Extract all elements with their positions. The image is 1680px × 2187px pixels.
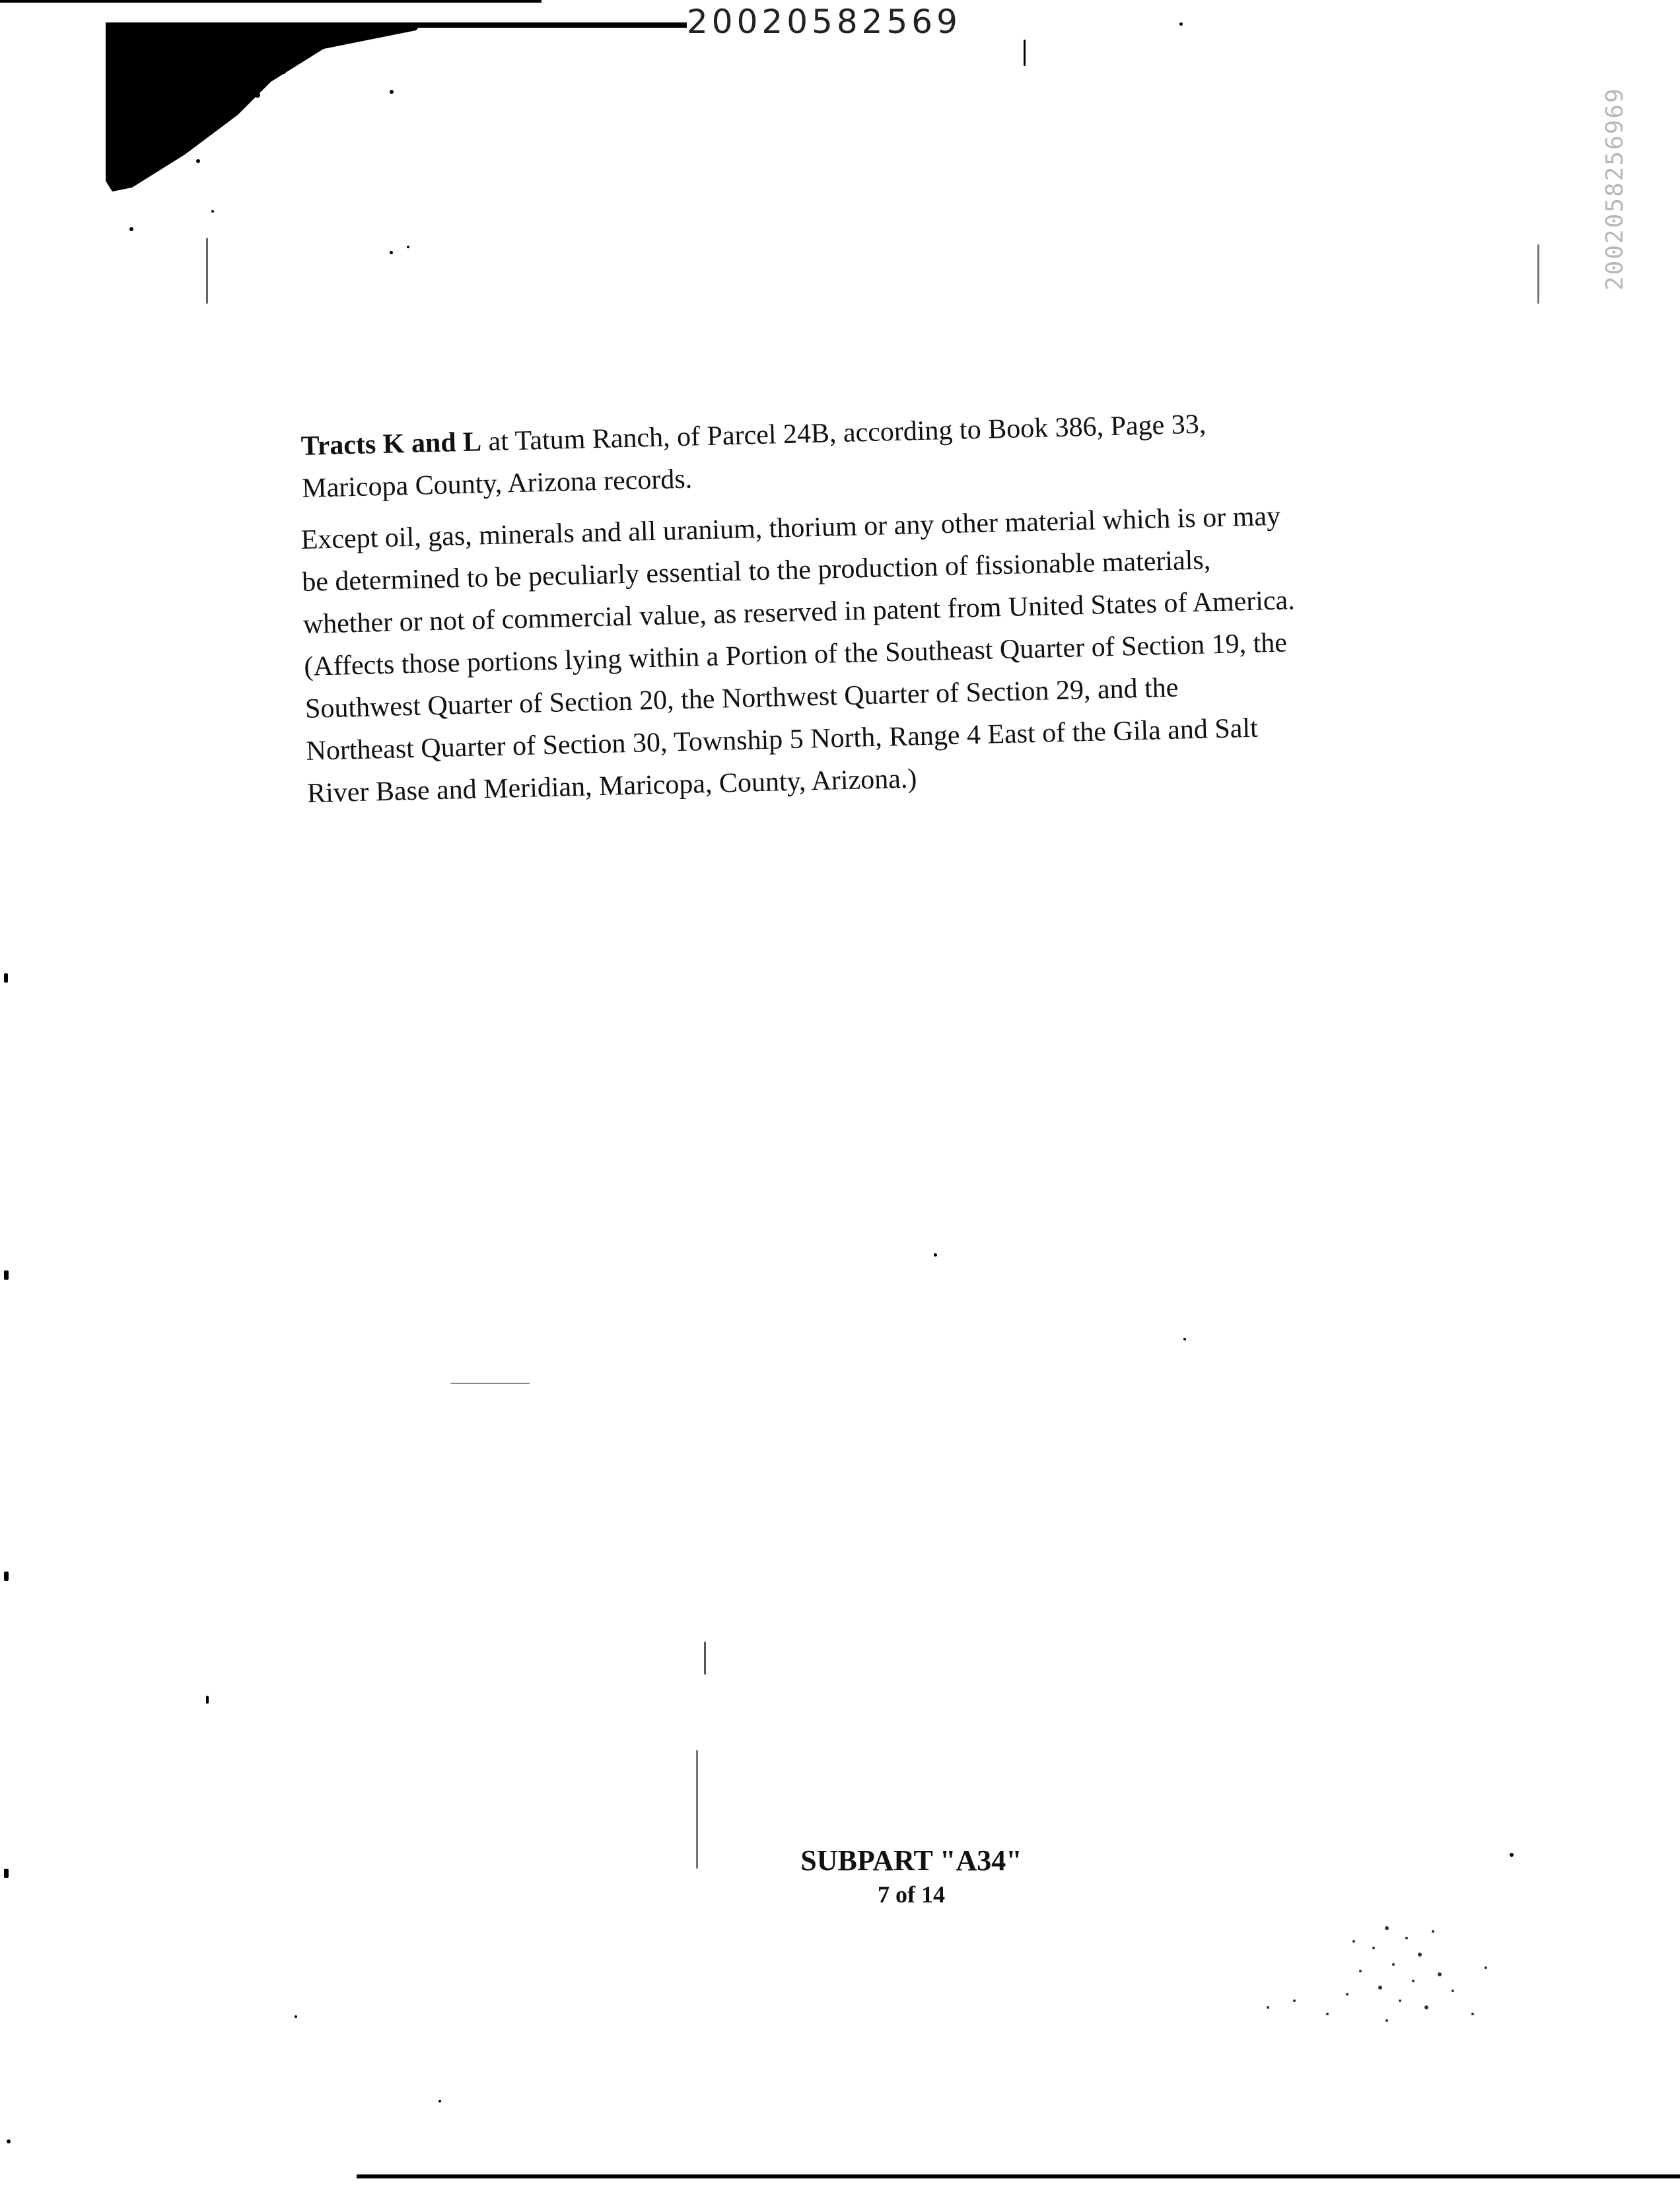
document-number: 20020582569 — [687, 3, 962, 41]
text-line: (Affects those portions lying within a Portion of the Southeast Quarter of Section 19, the — [303, 627, 1288, 682]
side-stamp: 2002058256969 — [1601, 87, 1628, 291]
scan-speck — [295, 2015, 297, 2018]
subpart-label: SUBPART "A34" — [800, 1844, 1022, 1877]
scan-speck — [1024, 40, 1026, 66]
scan-speck — [7, 2139, 11, 2143]
scan-speck — [4, 1270, 9, 1280]
scan-speck — [704, 1642, 706, 1675]
text-line: River Base and Meridian, Maricopa, County, Arizona.) — [306, 763, 917, 809]
text-line: Except oil, gas, minerals and all uranium, thorium or any other material which is or may — [300, 501, 1281, 555]
scan-speck — [206, 238, 208, 304]
scan-speck — [211, 210, 214, 213]
scan-speck — [4, 1572, 9, 1581]
scan-speck — [390, 251, 393, 254]
scan-speck — [1510, 1853, 1514, 1857]
scan-speck — [696, 1750, 698, 1869]
tract-heading: Tracts K and L — [300, 427, 482, 462]
scan-speck — [438, 2100, 441, 2102]
scan-speck — [206, 1696, 209, 1704]
scan-corner-blot — [106, 22, 423, 194]
scan-speck — [1183, 1338, 1186, 1340]
scan-speck — [934, 1253, 937, 1257]
text-line: Northeast Quarter of Section 30, Township 5 North, Range 4 East of the Gila and Salt — [306, 712, 1259, 767]
scan-speck — [4, 1869, 9, 1878]
text-line: Southwest Quarter of Section 20, the Northwest Quarter of Section 29, and the — [304, 672, 1179, 724]
scan-speck — [4, 973, 8, 983]
legal-description-paragraph — [300, 398, 1412, 510]
scan-top-edge — [0, 0, 542, 3]
page-number: 7 of 14 — [878, 1881, 945, 1908]
scan-bottom-rule — [357, 2174, 1680, 2178]
text-line-continuation: at Tatum Ranch, of Parcel 24B, according to Book 386, Page 33, — [481, 409, 1207, 458]
scan-speck — [450, 1383, 530, 1384]
exception-paragraph — [300, 492, 1417, 815]
scan-speck — [129, 227, 133, 231]
text-line: Maricopa County, Arizona records. — [301, 464, 693, 504]
scan-speck — [390, 90, 394, 94]
scan-speck — [407, 246, 409, 248]
scan-speck — [1179, 22, 1183, 26]
page-footer — [779, 1842, 1043, 1910]
scan-noise-cluster — [1255, 1915, 1532, 2047]
text-line: be determined to be peculiarly essential to the production of fissionable materials, — [301, 545, 1211, 598]
scan-speck — [1537, 244, 1539, 304]
text-line: whether or not of commercial value, as reserved in patent from United States of America. — [302, 585, 1296, 640]
